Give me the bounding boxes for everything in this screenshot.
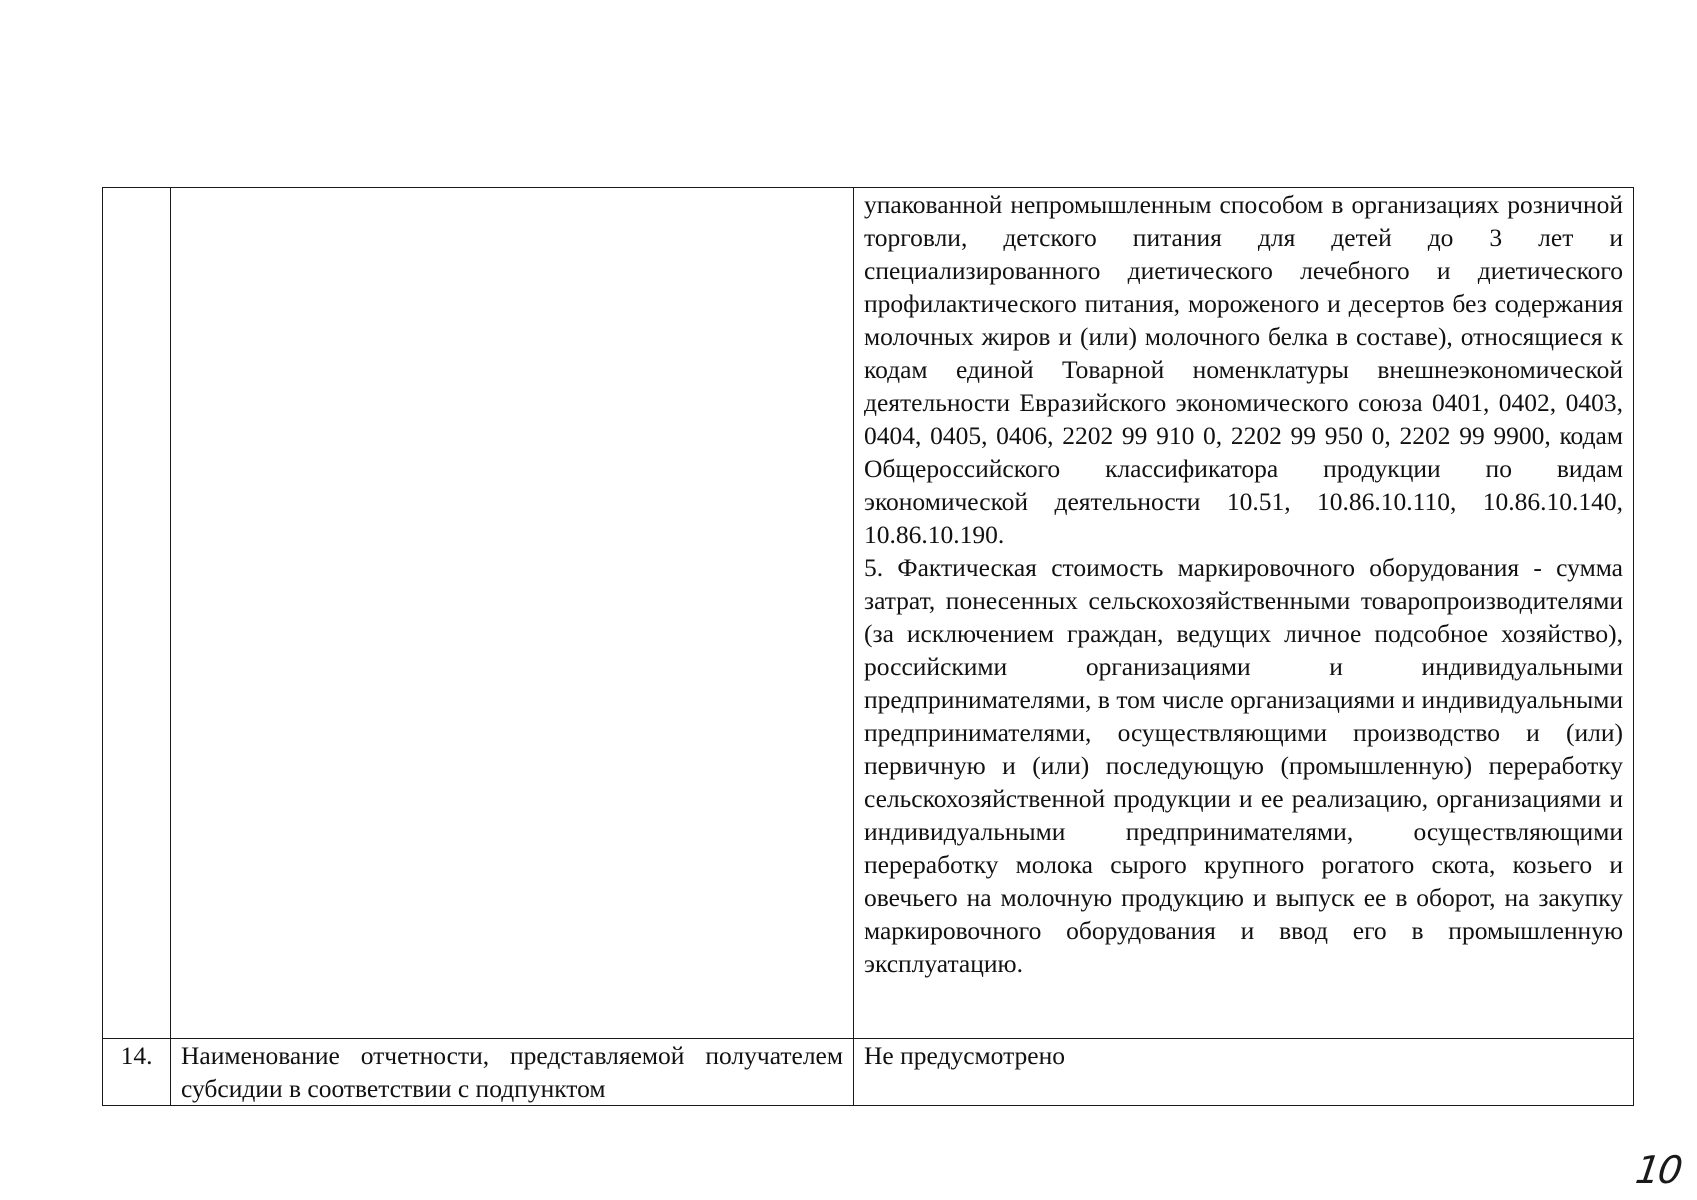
row-number-cell: [103, 188, 171, 1039]
row-name-cell: [171, 188, 854, 1039]
table-row: [103, 188, 1634, 1039]
row-value-cell: [854, 188, 1634, 1039]
product-codes-paragraph: упакованной непромышленным способом в организациях розничной торговли, детского питания для детей до 3 лет и специализированного диетического лечебного и диетического профилактического питания, мороженого и десертов без содержания молочных жиров и (или) молочного белка в составе), относящиеся к кодам единой Товарной номенклатуры внешнеэкономической деятельности Евразийского экономического союза 0401, 0402, 0403, 0404, 0405, 0406, 2202 99 910 0, 2202 99 950 0, 2202 99 9900, кодам Общероссийского классификатора продукции по видам экономической деятельности 10.51, 10.86.10.110, 10.86.10.140, 10.86.10.190.: [864, 190, 1623, 549]
row-name-cell: Наименование отчетности, представляемой получателем субсидии в соответствии с подпунктом: [171, 1039, 854, 1106]
handwritten-page-number: 10: [1632, 1148, 1684, 1192]
equipment-cost-paragraph: 5. Фактическая стоимость маркировочного оборудования - сумма затрат, понесенных сельскохозяйственными товаропроизводителями (за исключением граждан, ведущих личное подсобное хозяйство), российскими организациями и индивидуальными предпринимателями, в том числе организациями и индивидуальными предпринимателями, осуществляющими производство и (или) первичную и (или) последующую (промышленную) переработку сельскохозяйственной продукции и ее реализацию, организациями и индивидуальными предпринимателями, осуществляющими переработку молока сырого крупного рогатого скота, козьего и овечьего на молочную продукцию и выпуск ее в оборот, на закупку маркировочного оборудования и ввод его в промышленную эксплуатацию.: [864, 553, 1623, 978]
row-value-cell: Не предусмотрено: [854, 1039, 1634, 1106]
table-row: [103, 1039, 1634, 1106]
row-number-cell: 14.: [103, 1039, 171, 1106]
subsidy-requirements-table: [102, 187, 1634, 1106]
